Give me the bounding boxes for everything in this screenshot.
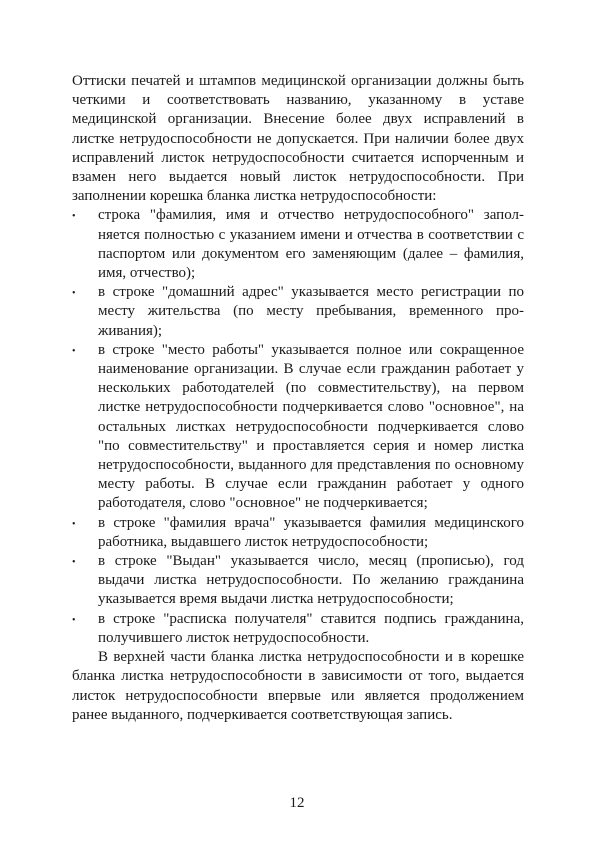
list-item-text: в строке "Выдан" указывается число, месяц (прописью), год выдачи листка нетрудоспособности. По желанию гражданина указывается время выдачи листка нетрудоспособности; (98, 553, 524, 608)
bullet-icon: • (72, 614, 76, 626)
bullet-icon: • (72, 557, 76, 569)
bullet-icon: • (72, 288, 76, 300)
list-item (72, 206, 524, 283)
list-item (72, 514, 524, 552)
bullet-list (72, 206, 524, 648)
document-body (72, 72, 524, 725)
bullet-icon: • (72, 345, 76, 357)
page-number: 12 (289, 795, 305, 811)
list-item (72, 610, 524, 648)
intro-paragraph: Оттиски печатей и штампов медицинской организации должны быть четкими и соответствовать названию, указанному в уставе медицинской организации. Внесение более двух исправлений в листке нетрудоспособности не допускается. При наличии более двух исправлений листок нетрудоспособности считается испорченным и взамен него выдается новый листок нетрудоспособности. При заполнении корешка бланка листка нетрудоспособности: (72, 73, 524, 205)
list-item-text: в строке "фамилия врача" указывается фамилия медицинского работника, выдавшего листок нетрудоспособности; (98, 514, 524, 550)
list-item (72, 552, 524, 610)
list-item-text: строка "фамилия, имя и отчество нетрудоспособного" заполняется полностью с указанием имени и отчества в соответствии с паспортом или документом его заменяющим (далее – фамилия, имя, отчество); (98, 207, 524, 282)
list-item-text: в строке "место работы" указывается полное или сокращенное наименование организации. В случае если гражданин работает у нескольких работодателей (по совместительству), на первом листке нетрудоспособности подчеркивается слово "основное", на остальных листках нетрудоспособности подчеркивается слово "по совместительству" и проставляется серия и номер листка нетрудоспособности, выданного для представления по основному месту работы. В случае если гражданин работает у одного работодателя, слово "основное" не подчеркивается; (98, 341, 524, 512)
bullet-icon: • (72, 211, 76, 223)
bullet-icon: • (72, 518, 76, 530)
list-item (72, 341, 524, 514)
list-item-text: в строке "расписка получателя" ставится подпись гражданина, получившего листок нетрудоспособности. (98, 610, 524, 646)
closing-paragraph: В верхней части бланка листка нетрудоспособности и в корешке бланка листка нетрудоспособности в зависимости от того, выдается листок нетрудоспособности впервые или является продолжением ранее выданного, подчеркивается соответствующая запись. (72, 649, 524, 723)
list-item (72, 283, 524, 341)
list-item-text: в строке "домашний адрес" указывается место регистрации по месту жительства (по месту пребывания, временного проживания); (98, 284, 524, 339)
